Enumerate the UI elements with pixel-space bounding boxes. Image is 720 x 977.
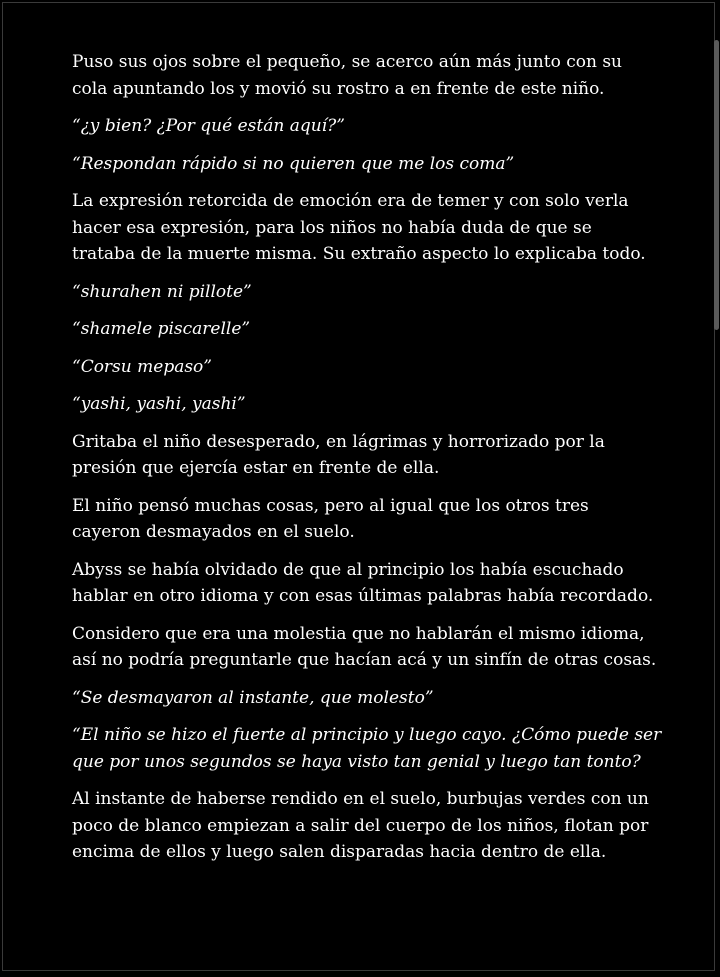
paragraph: El niño pensó muchas cosas, pero al igual que los otros tres cayeron desmayados en el suelo. [72, 495, 589, 542]
paragraph: La expresión retorcida de emoción era de temer y con solo verla hacer esa expresión, para los niños no había duda de que se trataba de la muerte misma. Su extraño aspecto lo explicaba todo. [72, 191, 646, 264]
dialogue-line: “shamele piscarelle” [72, 319, 251, 339]
story-text [72, 49, 672, 877]
dialogue-line: “yashi, yashi, yashi” [72, 394, 246, 414]
dialogue-line: “Corsu mepaso” [72, 356, 212, 377]
dialogue-line: “¿y bien? ¿Por qué están aquí?” [72, 116, 345, 136]
dialogue-line: “Respondan rápido si no quieren que me los coma” [72, 153, 515, 174]
scrollbar-thumb[interactable] [714, 40, 719, 330]
dialogue-line: “Se desmayaron al instante, que molesto” [72, 687, 434, 708]
paragraph: Puso sus ojos sobre el pequeño, se acerco aún más junto con su cola apuntando los y movió su rostro a en frente de este niño. [72, 52, 623, 99]
page-panel [2, 2, 715, 971]
dialogue-line: “El niño se hizo el fuerte al principio y luego cayo. ¿Cómo puede ser que por unos segundos se haya visto tan genial y luego tan tonto? [72, 725, 662, 772]
paragraph: Considero que era una molestia que no hablarán el mismo idioma, así no podría preguntarle que hacían acá y un sinfín de otras cosas. [72, 623, 657, 670]
paragraph: Abyss se había olvidado de que al principio los había escuchado hablar en otro idioma y con esas últimas palabras había recordado. [72, 559, 654, 606]
paragraph: Al instante de haberse rendido en el suelo, burbujas verdes con un poco de blanco empiezan a salir del cuerpo de los niños, flotan por encima de ellos y luego salen disparadas hacia dentro de ella. [72, 789, 649, 862]
paragraph: Gritaba el niño desesperado, en lágrimas y horrorizado por la presión que ejercía estar en frente de ella. [72, 431, 605, 478]
dialogue-line: “shurahen ni pillote” [72, 281, 252, 302]
